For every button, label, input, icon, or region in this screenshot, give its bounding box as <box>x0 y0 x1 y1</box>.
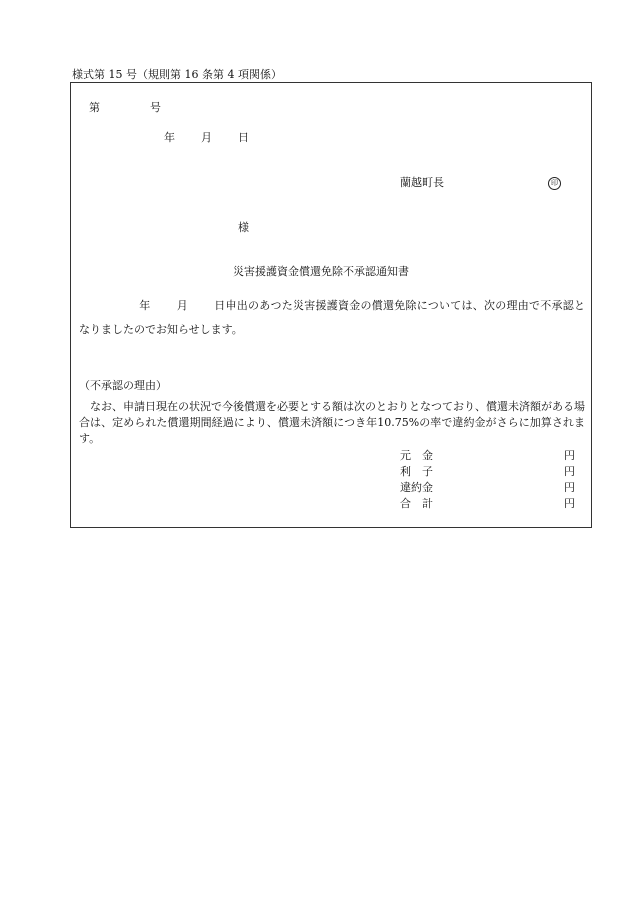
amount-label: 違約金 <box>400 481 433 494</box>
amount-unit: 円 <box>564 449 575 462</box>
document-title: 災害援護資金償還免除不承認通知書 <box>233 265 409 278</box>
body-text: 日申出のあつた災害援護資金の償還免除については、次の理由で不承認となりましたのでお知らせします。 <box>79 299 585 336</box>
reason-heading: （不承認の理由） <box>79 379 167 392</box>
amount-row <box>400 480 575 496</box>
date-year: 年 <box>164 131 175 144</box>
reason-text-block <box>79 399 585 447</box>
date-line <box>164 129 249 145</box>
notice-form <box>70 82 592 528</box>
issuer-name: 蘭越町長 <box>400 176 444 189</box>
amount-row <box>400 464 575 480</box>
document-number-line <box>89 99 161 115</box>
amount-label: 合 計 <box>400 497 433 510</box>
amount-table <box>400 448 575 512</box>
amount-row <box>400 448 575 464</box>
seal-mark: 印 <box>548 177 561 190</box>
reason-text: なお、申請日現在の状況で今後償還を必要とする額は次のとおりとなつており、償還未済額がある場合は、定められた償還期間経過により、償還未済額につき年10.75%の率で違約金がさらに加算されます。 <box>79 400 585 445</box>
date-day: 日 <box>238 131 249 144</box>
amount-unit: 円 <box>564 465 575 478</box>
notice-body <box>79 294 585 342</box>
amount-label: 利 子 <box>400 465 433 478</box>
number-suffix: 号 <box>150 101 161 114</box>
amount-unit: 円 <box>564 497 575 510</box>
form-number: 様式第 15 号（規則第 16 条第 4 項関係） <box>72 68 282 81</box>
amount-row <box>400 496 575 512</box>
number-prefix: 第 <box>89 101 100 114</box>
date-month: 月 <box>201 131 212 144</box>
issuer-line <box>400 174 561 190</box>
body-month: 月 <box>176 299 188 312</box>
body-year: 年 <box>139 299 151 312</box>
amount-label: 元 金 <box>400 449 433 462</box>
amount-unit: 円 <box>564 481 575 494</box>
recipient-suffix: 様 <box>238 221 249 234</box>
